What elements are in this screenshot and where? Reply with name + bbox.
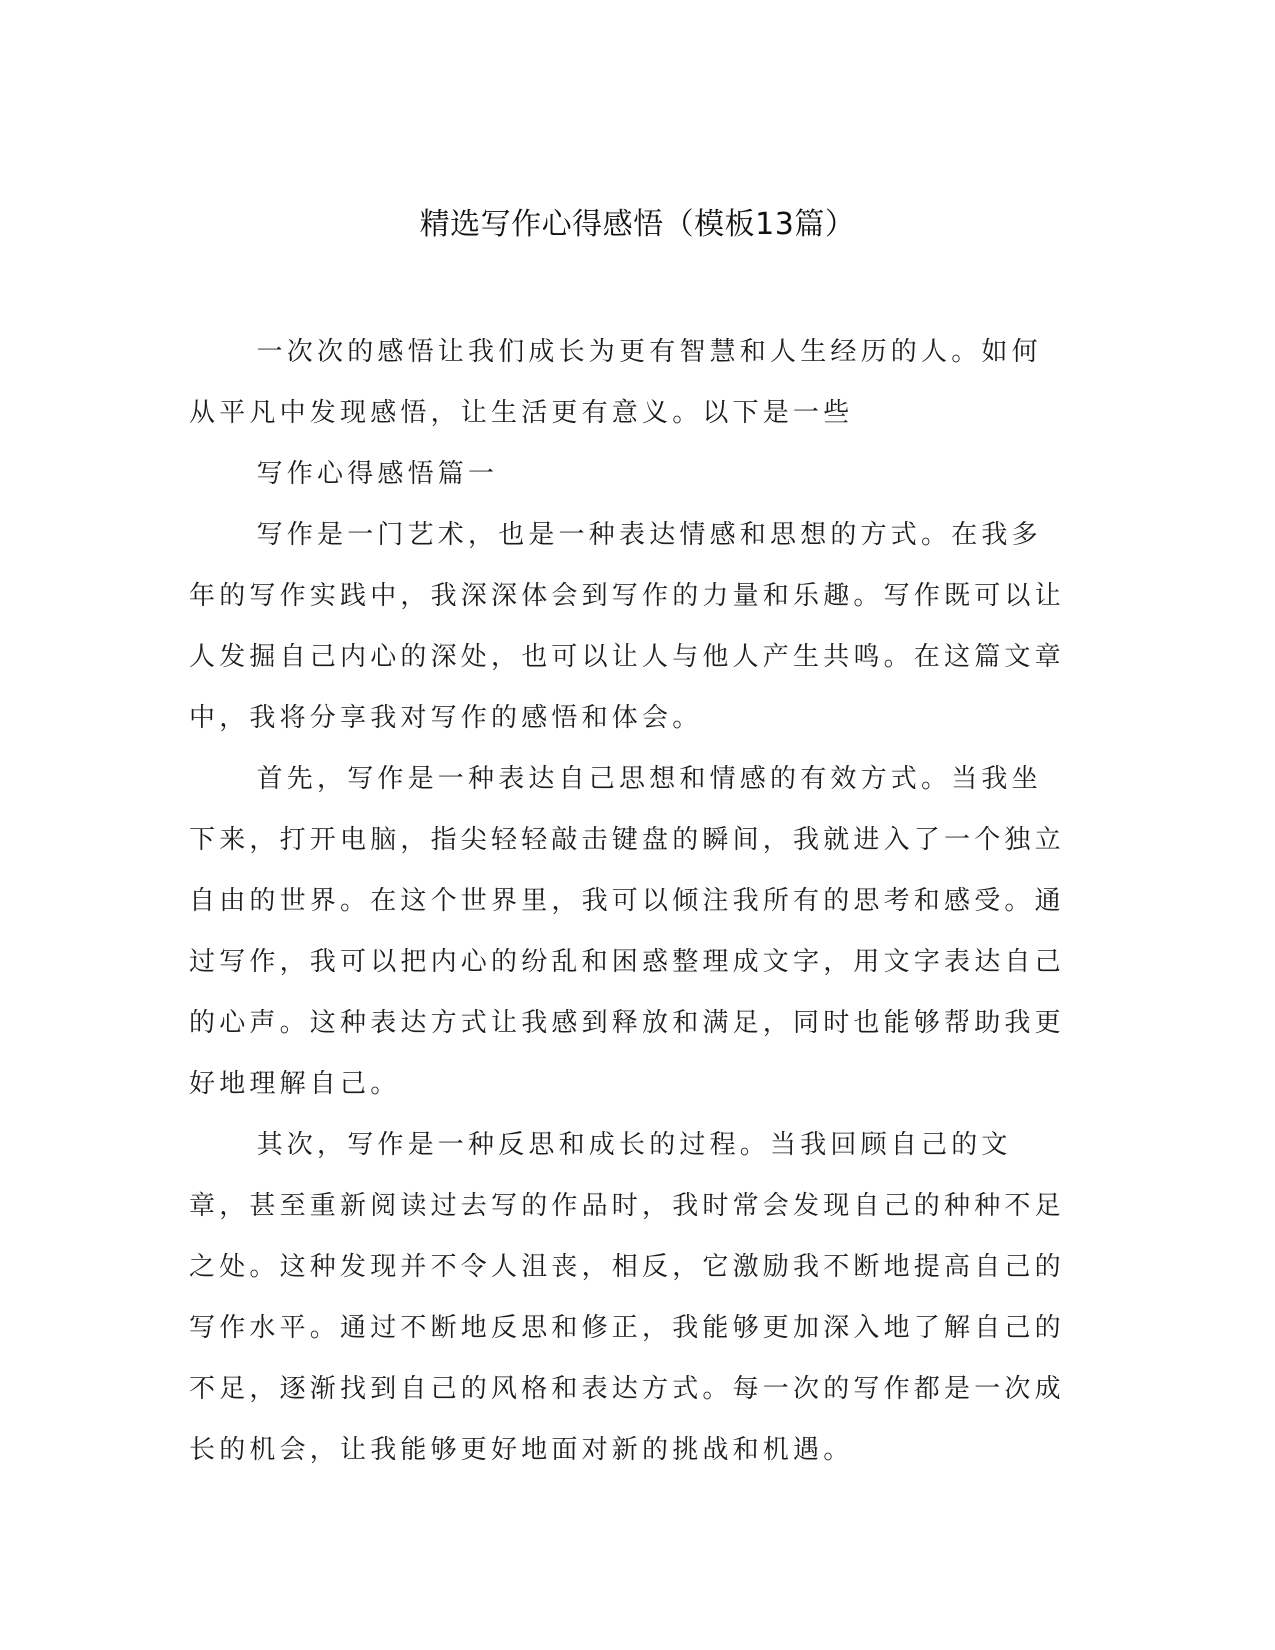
section-heading: 写作心得感悟篇一 (256, 459, 499, 489)
body-paragraph: 写作是一门艺术，也是一种表达情感和思想的方式。在我多年的写作实践中，我深深体会到写作的力量和乐趣。写作既可以让人发掘自己内心的深处，也可以让人与他人产生共鸣。在这篇文章中，我将分享我对写作的感悟和体会。 (189, 520, 1065, 733)
document-body (189, 322, 1069, 1481)
body-paragraph: 首先，写作是一种表达自己思想和情感的有效方式。当我坐下来，打开电脑，指尖轻轻敲击键盘的瞬间，我就进入了一个独立自由的世界。在这个世界里，我可以倾注我所有的思考和感受。通过写作，我可以把内心的纷乱和困惑整理成文字，用文字表达自己的心声。这种表达方式让我感到释放和满足，同时也能够帮助我更好地理解自己。 (189, 764, 1065, 1099)
body-paragraph: 其次，写作是一种反思和成长的过程。当我回顾自己的文章，甚至重新阅读过去写的作品时，我时常会发现自己的种种不足之处。这种发现并不令人沮丧，相反，它激励我不断地提高自己的写作水平。通过不断地反思和修正，我能够更加深入地了解自己的不足，逐渐找到自己的风格和表达方式。每一次的写作都是一次成长的机会，让我能够更好地面对新的挑战和机遇。 (189, 1130, 1065, 1465)
intro-paragraph: 一次次的感悟让我们成长为更有智慧和人生经历的人。如何从平凡中发现感悟，让生活更有意义。以下是一些 (189, 337, 1042, 428)
document-title: 精选写作心得感悟（模板13篇） (419, 207, 856, 242)
